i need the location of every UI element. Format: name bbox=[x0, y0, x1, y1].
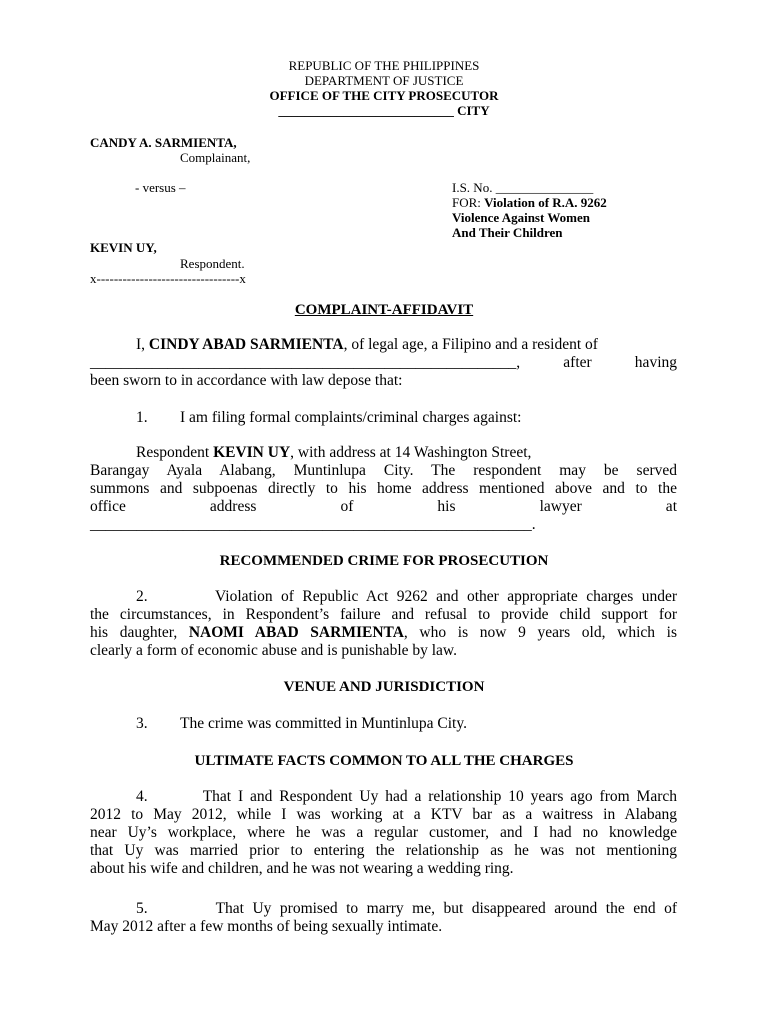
item5-number: 5. bbox=[136, 900, 148, 917]
item5-line1 bbox=[90, 900, 677, 918]
section-heading-facts: ULTIMATE FACTS COMMON TO ALL THE CHARGES bbox=[194, 753, 574, 769]
respondent-text: , with address at 14 Washington Street, bbox=[290, 444, 532, 461]
item2-text: , who is now 9 years old, which is bbox=[403, 624, 677, 641]
respondent-line5: _________________________________________________________. bbox=[90, 516, 536, 533]
section-heading-venue: VENUE AND JURISDICTION bbox=[283, 679, 485, 695]
header-office: OFFICE OF THE CITY PROSECUTOR bbox=[269, 88, 499, 103]
item2-line3 bbox=[90, 624, 677, 642]
item4-line2: 2012 to May 2012, while I was working at a KTV bar as a waitress in Alabang bbox=[90, 806, 677, 823]
item4-line4: that Uy was married prior to entering the relationship as he was not mentioning bbox=[90, 842, 677, 859]
item4-paragraph bbox=[90, 788, 677, 878]
item4-line5: about his wife and children, and he was not wearing a wedding ring. bbox=[90, 860, 514, 877]
header-city: ___________________________ CITY bbox=[278, 103, 490, 118]
item1-number: 1. bbox=[136, 409, 148, 426]
respondent-bold-name: KEVIN UY bbox=[213, 444, 291, 461]
item3-text: The crime was committed in Muntinlupa City. bbox=[180, 715, 467, 732]
item3-number: 3. bbox=[136, 715, 148, 732]
daughter-name: NAOMI ABAD SARMIENTA bbox=[188, 624, 404, 641]
header-department: DEPARTMENT OF JUSTICE bbox=[304, 73, 464, 88]
respondent-line2: Barangay Ayala Alabang, Muntinlupa City. The respondent may be served bbox=[90, 462, 677, 479]
item2-number: 2. bbox=[136, 588, 148, 605]
respondent-name: KEVIN UY, bbox=[90, 240, 157, 255]
intro-line1 bbox=[90, 336, 677, 354]
item2-text: his daughter, bbox=[90, 624, 189, 641]
complainant-role: Complainant, bbox=[180, 150, 251, 165]
complainant-name: CANDY A. SARMIENTA, bbox=[90, 135, 237, 150]
item2-text: Violation of Republic Act 9262 and other appropriate charges under bbox=[215, 588, 677, 605]
for-label: FOR: bbox=[452, 195, 485, 210]
item2-paragraph bbox=[90, 588, 677, 660]
for-value: Violation of R.A. 9262 bbox=[484, 195, 607, 210]
document-title: COMPLAINT-AFFIDAVIT bbox=[294, 302, 474, 318]
item2-line1 bbox=[90, 588, 677, 606]
respondent-line1 bbox=[90, 444, 677, 462]
item4-line1 bbox=[90, 788, 677, 806]
item5-paragraph bbox=[90, 900, 677, 936]
item2-line4: clearly a form of economic abuse and is punishable by law. bbox=[90, 642, 457, 659]
versus-text: - versus – bbox=[135, 180, 186, 195]
intro-line3: been sworn to in accordance with law depose that: bbox=[90, 372, 403, 389]
item5-line2: May 2012 after a few months of being sexually intimate. bbox=[90, 918, 443, 935]
respondent-paragraph bbox=[90, 444, 677, 534]
charge-line3: And Their Children bbox=[452, 225, 563, 240]
item4-number: 4. bbox=[136, 788, 148, 805]
item5-text: That Uy promised to marry me, but disappeared around the end of bbox=[215, 900, 678, 917]
charge-line2: Violence Against Women bbox=[452, 210, 590, 225]
respondent-line4: office address of his lawyer at bbox=[90, 498, 677, 515]
charge-line1 bbox=[452, 195, 607, 210]
item1-text: I am filing formal complaints/criminal charges against: bbox=[180, 409, 522, 426]
header-republic: REPUBLIC OF THE PHILIPPINES bbox=[288, 58, 480, 73]
affiant-name: CINDY ABAD SARMIENTA bbox=[148, 336, 344, 353]
item2-line2: the circumstances, in Respondent’s failure and refusal to provide child support for bbox=[90, 606, 677, 623]
item4-text: That I and Respondent Uy had a relationship 10 years ago from March bbox=[202, 788, 677, 805]
intro-line2: _______________________________________________________, after having bbox=[90, 354, 677, 371]
item4-line3: near Uy’s workplace, where he was a regular customer, and I had no knowledge bbox=[90, 824, 677, 841]
respondent-text: Respondent bbox=[136, 444, 214, 461]
respondent-line3: summons and subpoenas directly to his home address mentioned above and to the bbox=[90, 480, 677, 497]
intro-text: , of legal age, a Filipino and a resident of bbox=[343, 336, 598, 353]
intro-text: I, bbox=[136, 336, 149, 353]
section-heading-crime: RECOMMENDED CRIME FOR PROSECUTION bbox=[219, 553, 549, 569]
intro-paragraph bbox=[90, 336, 677, 390]
caption-divider: x---------------------------------x bbox=[90, 271, 246, 286]
is-number: I.S. No. _______________ bbox=[452, 180, 594, 195]
respondent-role: Respondent. bbox=[180, 256, 245, 271]
